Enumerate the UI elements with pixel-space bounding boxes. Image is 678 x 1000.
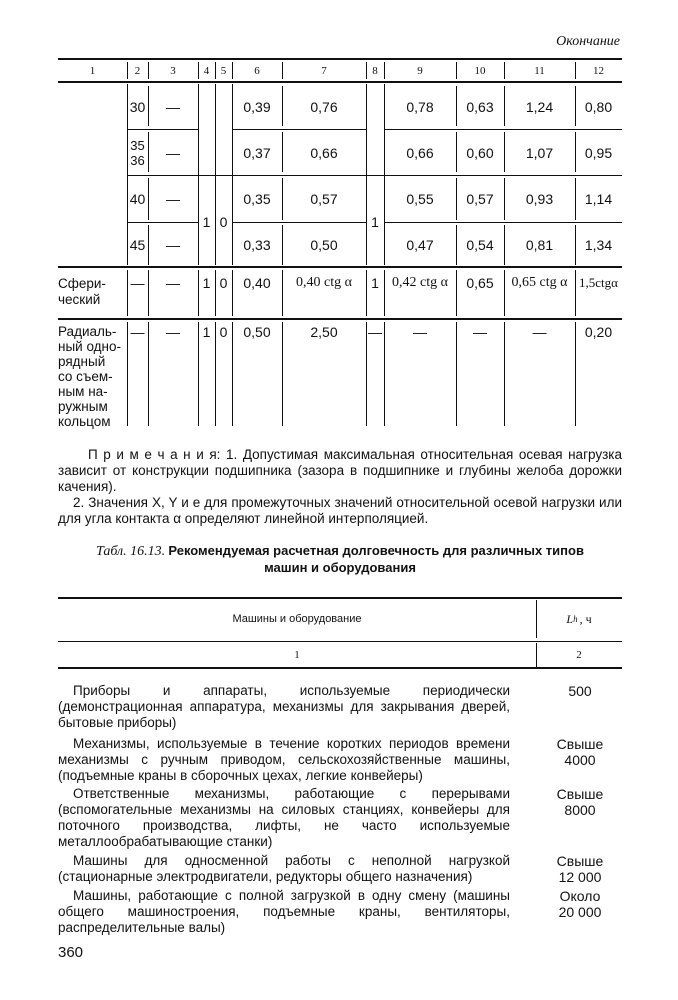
lh-symbol: L: [566, 611, 574, 626]
durability-value-line2: 8000: [564, 802, 596, 818]
page-number: 360: [58, 944, 84, 961]
durability-value: [540, 853, 620, 885]
cell-col7: 0,50: [310, 236, 338, 253]
cell-col10: —: [473, 324, 487, 340]
table2-caption-title-line2: машин и оборудования: [264, 560, 416, 575]
note-2: 2. Значения X, Y и e для промежуточных значений относительной осевой нагрузки или для угла контакта α определяют линейной интерполяцией.: [58, 495, 622, 526]
group1-col4-value: 1: [202, 214, 211, 230]
header-col-4: 4: [203, 64, 210, 77]
cell-col7: 2,50: [310, 324, 338, 340]
header-col-7: 7: [321, 64, 327, 77]
cell-col5: 0: [219, 324, 228, 340]
cell-col11: 0,81: [525, 236, 554, 253]
header-col-10: 10: [474, 64, 486, 77]
cell-col10: 0,54: [466, 236, 494, 253]
cell-col2: —: [130, 275, 145, 291]
cell-col12: 1,14: [584, 191, 613, 207]
machine-description: Машины, работающие с полной загрузкой в одну смену (машины общего машиностроения, подъемные краны, вентиляторы, распределительные валы): [58, 888, 510, 935]
table2-header-col1: Машины и оборудование: [232, 613, 362, 625]
row-label-spherical: [58, 276, 126, 308]
row-label-line: кольцом: [58, 414, 111, 429]
header-col-9: 9: [417, 64, 423, 77]
header-col-2: 2: [134, 64, 141, 77]
row-label-line: рядный: [58, 354, 106, 369]
header-col-8: 8: [372, 64, 378, 77]
cell-col3: —: [166, 98, 180, 115]
table2-num-col1: 1: [294, 649, 300, 661]
row-label-line: ческий: [58, 292, 101, 307]
cell-col4: 1: [202, 324, 211, 340]
cell-col10: 0,57: [466, 191, 494, 207]
header-bottom-rule: [58, 81, 622, 83]
cell-col12: 1,34: [584, 236, 613, 253]
cell-col9: —: [413, 324, 427, 340]
cell-col6: 0,35: [243, 191, 271, 207]
cell-col6: 0,50: [243, 324, 271, 340]
table2-top-rule: [58, 597, 622, 599]
cell-col3: —: [166, 236, 180, 253]
cell-col10: 0,63: [466, 98, 494, 115]
angle-value-b: 36: [130, 152, 145, 168]
cell-col8: —: [368, 324, 382, 340]
header-col-1: 1: [89, 64, 96, 77]
cell-col11: 1,07: [525, 144, 554, 161]
cell-col11: 1,24: [525, 98, 554, 115]
cell-col7: 0,76: [310, 98, 338, 115]
cell-col2: —: [130, 324, 145, 340]
table2-header-col2: [536, 600, 622, 638]
cell-col11: 0,93: [525, 191, 554, 207]
cell-col9: 0,78: [406, 98, 434, 115]
durability-value-line2: 20 000: [558, 904, 602, 920]
note-1: П р и м е ч а н и я: 1. Допустимая максимальная относительная осевая нагрузка зависит от конструкции подшипника (зазора в подшипнике и глубины желоба дорожки качения).: [58, 447, 622, 494]
cell-col3: —: [166, 275, 180, 291]
table2-caption: [60, 543, 620, 576]
header-col-11: 11: [534, 64, 545, 77]
durability-value-line2: 4000: [564, 752, 596, 768]
table2-caption-title-line1: Рекомендуемая расчетная долговечность для различных типов: [168, 543, 584, 558]
cell-col4: 1: [202, 275, 211, 291]
cell-col9: 0,42 ctg α: [392, 275, 448, 290]
row-label-line: Радиаль-: [58, 324, 117, 339]
angle-value: 45: [129, 236, 146, 253]
angle-value: 40: [129, 191, 146, 207]
durability-value-line2: 12 000: [558, 869, 602, 885]
table2-caption-label: Табл. 16.13.: [96, 544, 166, 559]
cell-col6: 0,40: [243, 275, 271, 291]
angle-value-a: 35: [130, 137, 145, 153]
cell-col3: —: [166, 144, 180, 161]
lh-unit: , ч: [579, 611, 592, 626]
table2-num-col2: 2: [576, 649, 582, 661]
angle-value: 30: [129, 98, 146, 115]
cell-col7: 0,40 ctg α: [296, 275, 352, 290]
angle-value: [127, 130, 148, 175]
cell-col9: 0,55: [406, 191, 434, 207]
durability-value-line1: Свыше: [556, 786, 604, 802]
row-label-line: ный одно-: [58, 339, 121, 354]
cell-col9: 0,66: [406, 144, 434, 161]
row-label-line: со съем-: [58, 369, 113, 384]
cell-col10: 0,65: [466, 275, 494, 291]
lh-subscript: h: [573, 614, 578, 624]
cell-col12: 0,20: [584, 324, 613, 340]
cell-col7: 0,66: [310, 144, 338, 161]
cell-col6: 0,33: [243, 236, 271, 253]
cell-col12: 0,80: [584, 98, 613, 115]
continuation-label: Окончание: [556, 34, 620, 49]
header-col-5: 5: [220, 64, 227, 77]
cell-col3: —: [166, 191, 180, 207]
cell-col10: 0,60: [466, 144, 494, 161]
machine-description: Ответственные механизмы, работающие с перерывами (вспомогательные механизмы на силовых станциях, конвейеры для поточного производства, лифты, не часто используемые металлообрабатывающие станки): [58, 786, 510, 849]
cell-col12: 1,5ctgα: [579, 275, 618, 290]
cell-col3: —: [166, 324, 180, 340]
header-col-6: 6: [254, 64, 260, 77]
row-label-line: Сфери-: [58, 276, 106, 291]
cell-col11: 0,65 ctg α: [511, 275, 568, 290]
cell-col6: 0,39: [243, 98, 271, 115]
durability-value-line1: Свыше: [556, 853, 604, 869]
cell-col12: 0,95: [584, 144, 613, 161]
durability-value-line1: Около: [559, 888, 601, 904]
header-col-3: 3: [170, 64, 176, 77]
cell-col11: —: [532, 324, 547, 340]
durability-value: [540, 736, 620, 768]
group1-col8-value: 1: [371, 214, 379, 230]
durability-value-line1: 500: [568, 683, 592, 699]
cell-col6: 0,37: [243, 144, 271, 161]
machine-description: Приборы и аппараты, используемые периодически (демонстрационная аппаратура, механизмы для закрывания дверей, бытовые приборы): [58, 683, 510, 730]
row-label-line: ружным: [58, 399, 108, 414]
durability-value: [540, 786, 620, 818]
row-label-line: ным на-: [58, 384, 108, 399]
durability-value: [540, 683, 620, 699]
cell-col5: 0: [219, 275, 228, 291]
cell-col9: 0,47: [406, 236, 434, 253]
machine-description: Машины для односменной работы с неполной нагрузкой (стационарные электродвигатели, редукторы общего назначения): [58, 853, 510, 884]
durability-value: [540, 888, 620, 920]
machine-description: Механизмы, используемые в течение коротких периодов времени механизмы с ручным приводом, сельскохозяйственные машины, (подъемные краны в сборочных цехах, легкие конвейеры): [58, 736, 510, 783]
group1-col5-value: 0: [219, 214, 228, 230]
durability-value-line1: Свыше: [556, 736, 604, 752]
cell-col7: 0,57: [310, 191, 338, 207]
cell-col8: 1: [371, 275, 379, 291]
header-col-12: 12: [593, 64, 604, 77]
row-label-radial: [58, 324, 126, 429]
